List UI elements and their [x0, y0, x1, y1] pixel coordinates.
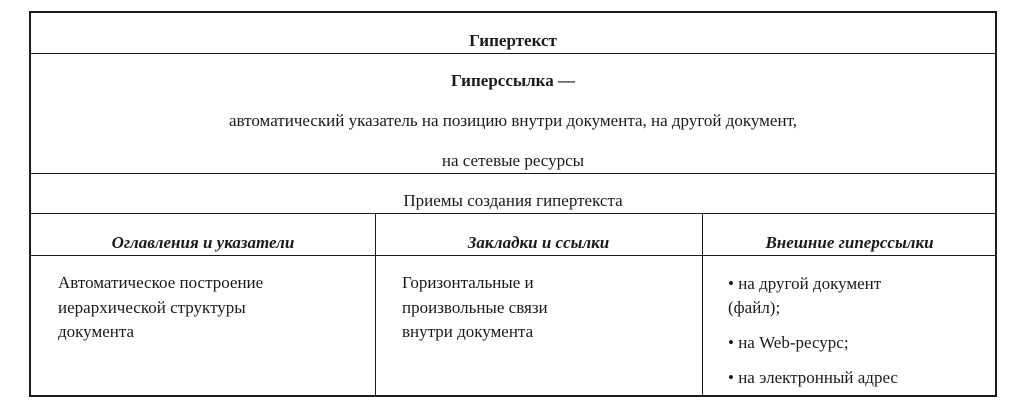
column-divider — [375, 213, 376, 395]
text-line: документа — [58, 322, 135, 341]
text-line: произвольные связи — [402, 297, 548, 317]
column-heading-bookmarks: Закладки и ссылки — [467, 233, 610, 252]
divider — [31, 173, 995, 174]
divider — [31, 255, 995, 256]
table-header: Гипертекст — [469, 31, 557, 50]
definition-term: Гиперссылка — — [451, 71, 575, 90]
divider — [31, 53, 995, 54]
hypertext-table — [29, 11, 997, 397]
list-item — [728, 331, 898, 355]
list-item — [728, 272, 898, 320]
bookmarks-description — [402, 271, 548, 345]
column-heading-external: Внешние гиперссылки — [765, 233, 934, 252]
list-item — [728, 366, 898, 390]
column-heading-toc: Оглавления и указатели — [111, 233, 295, 252]
text-line: • на Web-ресурс; — [728, 333, 849, 352]
external-links-list — [728, 272, 898, 401]
toc-description — [58, 271, 263, 345]
definition-line-2: на сетевые ресурсы — [441, 151, 585, 170]
text-line: Автоматическое построение — [58, 273, 264, 292]
text-line: внутри документа — [402, 322, 534, 341]
column-divider — [702, 213, 703, 395]
text-line: • на электронный адрес — [728, 368, 898, 387]
text-line: (файл); — [728, 298, 781, 317]
text-line: • на другой документ — [728, 274, 882, 293]
text-line: иерархической структуры — [58, 297, 246, 317]
divider — [31, 213, 995, 214]
definition-line-1: автоматический указатель на позицию внутри документа, на другой документ, — [229, 111, 797, 130]
text-line: Горизонтальные и — [402, 273, 534, 292]
section-title: Приемы создания гипертекста — [403, 191, 623, 210]
